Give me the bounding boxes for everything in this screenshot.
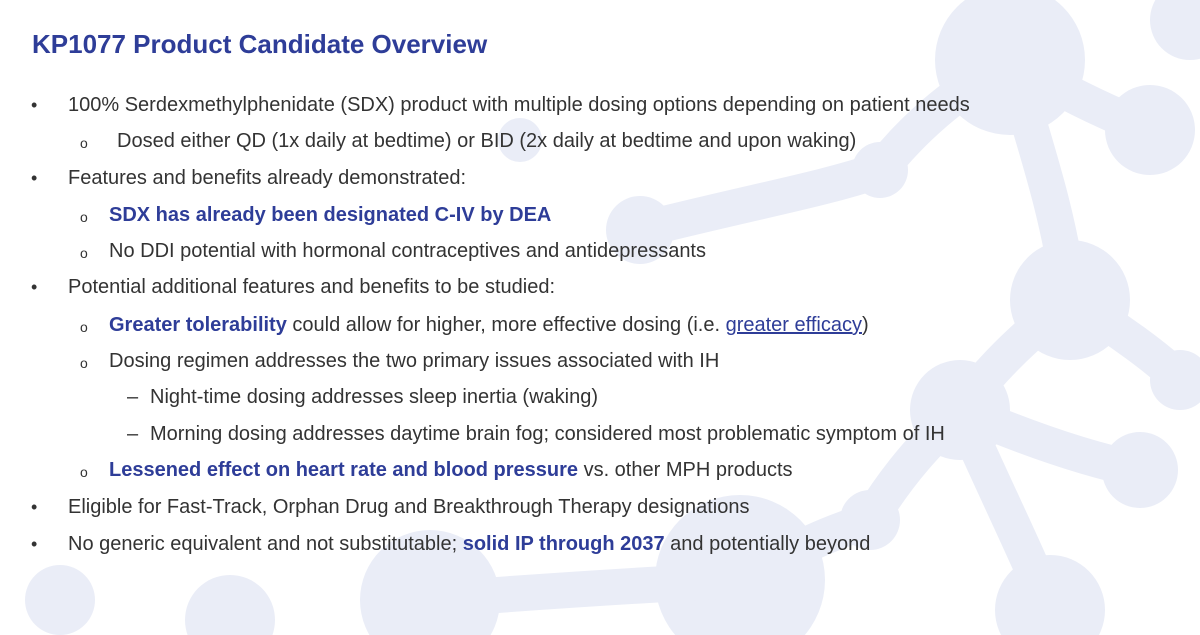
list-item <box>0 492 1200 522</box>
list-item-text: No generic equivalent and not substitutable; solid IP through 2037 and potentially beyond <box>68 533 871 555</box>
list-item-text: 100% Serdexmethylphenidate (SDX) product with multiple dosing options depending on patient needs <box>68 94 970 116</box>
list-item-text: Eligible for Fast-Track, Orphan Drug and Breakthrough Therapy designations <box>68 496 750 518</box>
list-item <box>0 126 1200 156</box>
list-item-text: Lessened effect on heart rate and blood pressure vs. other MPH products <box>109 459 793 481</box>
list-item <box>0 90 1200 120</box>
list-item <box>0 455 1200 485</box>
sub-bullet-marker: o <box>80 209 88 225</box>
greater-efficacy-link[interactable]: greater efficacy <box>725 314 862 336</box>
list-item-text: Dosed either QD (1x daily at bedtime) or BID (2x daily at bedtime and upon waking) <box>117 130 857 152</box>
list-item-text: Morning dosing addresses daytime brain fog; considered most problematic symptom of IH <box>150 423 945 445</box>
list-item <box>0 200 1200 230</box>
list-item <box>0 419 1200 449</box>
list-item-text: No DDI potential with hormonal contraceptives and antidepressants <box>109 240 706 262</box>
sub-bullet-marker: o <box>80 135 88 151</box>
sub-bullet-marker: o <box>80 319 88 335</box>
bullet-marker: • <box>31 497 38 517</box>
sub-bullet-marker: o <box>80 355 88 371</box>
bullet-marker: • <box>31 168 38 188</box>
dash-marker: – <box>127 386 139 408</box>
dash-marker: – <box>127 423 139 445</box>
list-item <box>0 346 1200 376</box>
sub-bullet-marker: o <box>80 464 88 480</box>
list-item-text: SDX has already been designated C-IV by DEA <box>109 204 552 226</box>
list-item <box>0 272 1200 302</box>
list-item-text: Potential additional features and benefits to be studied: <box>68 276 556 298</box>
bullet-marker: • <box>31 277 38 297</box>
sub-bullet-marker: o <box>80 245 88 261</box>
list-item-text: Dosing regimen addresses the two primary issues associated with IH <box>109 350 720 372</box>
list-item-text: Features and benefits already demonstrated: <box>68 167 467 189</box>
list-item <box>0 163 1200 193</box>
list-item <box>0 236 1200 266</box>
bullet-marker: • <box>31 95 38 115</box>
list-item <box>0 310 1200 340</box>
list-item-text: Greater tolerability could allow for higher, more effective dosing (i.e. greater efficacy) <box>109 314 869 336</box>
list-item <box>0 382 1200 412</box>
list-item <box>0 529 1200 559</box>
list-item-text: Night-time dosing addresses sleep inertia (waking) <box>150 386 598 408</box>
bullet-marker: • <box>31 534 38 554</box>
slide-title: KP1077 Product Candidate Overview <box>32 29 488 59</box>
